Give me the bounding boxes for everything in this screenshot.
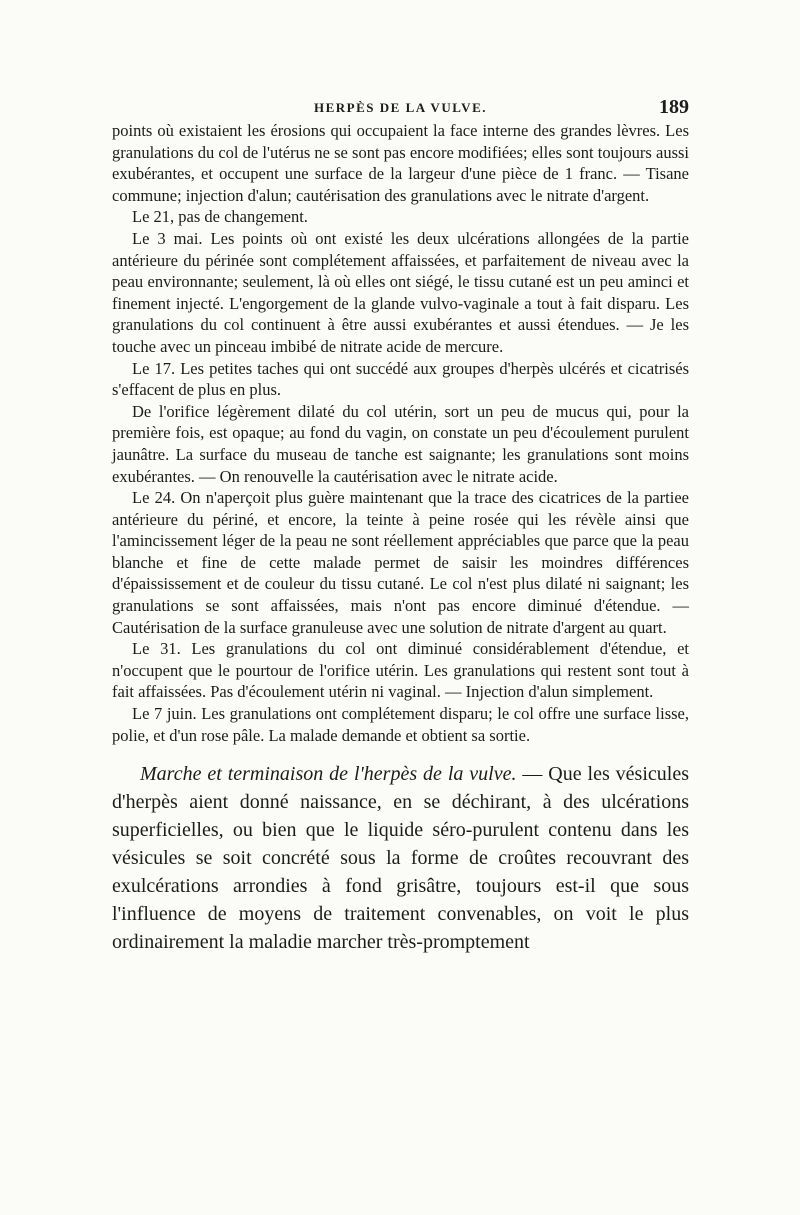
section-marche bbox=[112, 760, 689, 956]
paragraph-17: Le 17. Les petites taches qui ont succédé aux groupes d'herpès ulcérés et cicatrisés s'effacent de plus en plus. bbox=[112, 358, 689, 400]
paragraph-31: Le 31. Les granulations du col ont diminué considérablement d'étendue, et n'occupent que le pourtour de l'orifice utérin. Les granulations qui restent sont tout à fait affaissées. Pas d'écoulement utérin ni vaginal. — Injection d'alun simplement. bbox=[112, 639, 689, 702]
running-title: HERPÈS DE LA VULVE. bbox=[314, 100, 487, 115]
paragraph-21: Le 21, pas de changement. bbox=[132, 207, 308, 227]
page-number: 189 bbox=[659, 96, 689, 118]
section-text: — Que les vésicules d'herpès aient donné naissance, en se déchirant, à des ulcérations superficielles, ou bien que le liquide séro-purulent contenu dans les vésicules se soit concrété sous la forme de croûtes recouvrant des exulcérations arrondies à fond grisâtre, toujours est-il que sous l'influence de moyens de traitement convenables, on voit le plus ordinairement la maladie marcher très-promptement bbox=[112, 763, 689, 954]
paragraph-24: Le 24. On n'aperçoit plus guère maintenant que la trace des cicatrices de la partiee antérieure du périné, et encore, la teinte à peine rosée qui les révèle ainsi que l'amincissement léger de la peau ne sont réellement appréciables que parce que la peau blanche et fine de cette malade permet de saisir les moindres différences d'épaississement et de couleur du tissu cutané. Le col n'est plus dilaté ni saignant; les granulations se sont affaissées, mais n'ont pas encore diminué d'étendue. — Cautérisation de la surface granuleuse avec une solution de nitrate d'argent au quart. bbox=[112, 488, 689, 637]
case-notes bbox=[112, 120, 689, 746]
paragraph-7-juin: Le 7 juin. Les granulations ont complétement disparu; le col offre une surface lisse, polie, et d'un rose pâle. La malade demande et obtient sa sortie. bbox=[112, 704, 689, 745]
book-page bbox=[112, 96, 689, 956]
paragraph-continued: points où existaient les érosions qui occupaient la face interne des grandes lèvres. Les granulations du col de l'utérus ne se sont pas encore modifiées; elles sont toujours aussi exubérantes, et occupent une surface de la largeur d'une pièce de 1 franc. — Tisane commune; injection d'alun; cautérisation des granulations avec le nitrate d'argent. bbox=[112, 121, 689, 205]
running-head bbox=[112, 96, 689, 120]
paragraph-3-mai: Le 3 mai. Les points où ont existé les deux ulcérations allongées de la partie antérieure du périnée sont complétement affaissées, et parfaitement de niveau avec la peau environnante; seulement, là où elles ont siégé, le tissu cutané est un peu aminci et finement injecté. L'engorgement de la glande vulvo-vaginale a tout à fait disparu. Les granulations du col continuent à être aussi exubérantes et aussi étendues. — Je les touche avec un pinceau imbibé de nitrate acide de mercure. bbox=[112, 228, 689, 356]
section-heading: Marche et terminaison de l'herpès de la vulve. bbox=[140, 763, 517, 786]
section-paragraph bbox=[112, 760, 689, 956]
paragraph-orifice: De l'orifice légèrement dilaté du col utérin, sort un peu de mucus qui, pour la première fois, est opaque; au fond du vagin, on constate un peu d'écoulement purulent jaunâtre. La surface du museau de tanche est saignante; les granulations sont moins exubérantes. — On renouvelle la cautérisation avec le nitrate acide. bbox=[112, 401, 689, 486]
